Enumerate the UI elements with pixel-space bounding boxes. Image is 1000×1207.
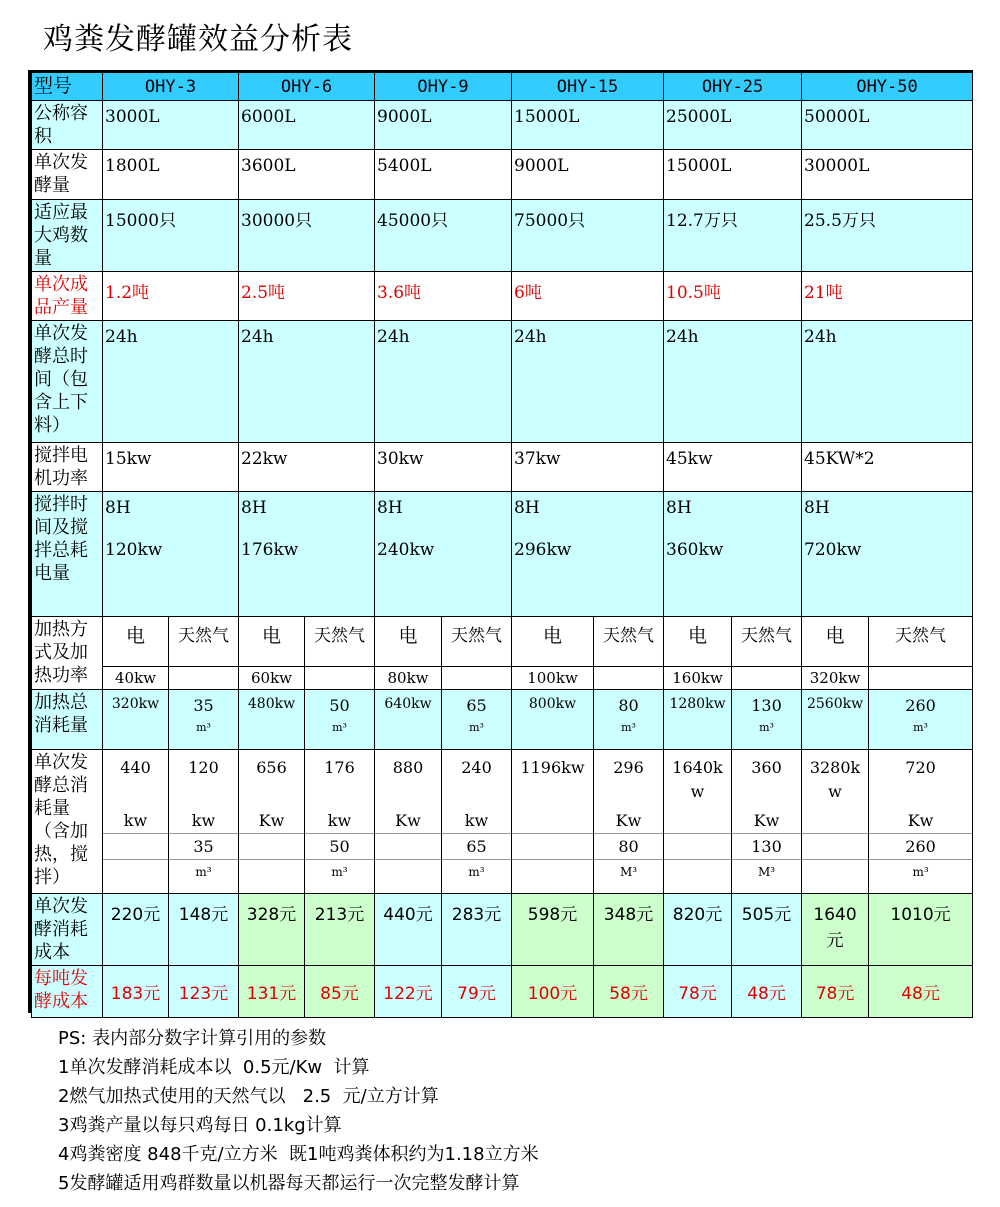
totalcons-gas-box <box>732 750 801 893</box>
totalcons-electric-blank2 <box>802 860 868 884</box>
note-line: 1单次发酵消耗成本以 0.5元/Kw 计算 <box>58 1057 370 1078</box>
cell-cost-gas: 1010元 <box>869 894 973 966</box>
heat-gas-label: 天然气 <box>895 626 947 646</box>
table-row <box>32 617 973 690</box>
row-label-batch: 单次发酵量 <box>32 150 103 200</box>
heat-electric-label: 电 <box>125 625 145 647</box>
cell-totalcons-gas <box>869 750 973 894</box>
heat-electric-box <box>239 617 304 689</box>
totalcons-electric-value: 3280k w <box>809 758 861 801</box>
table-row <box>32 894 973 966</box>
model-header: OHY-25 <box>664 73 802 101</box>
totalcons-gas-unit: kw <box>169 808 238 834</box>
cell-chickens: 25.5万只 <box>802 200 973 272</box>
cell-totalcons-electric <box>375 750 442 894</box>
heat-electric-power: 60kw <box>239 666 304 689</box>
cell-stir <box>239 492 375 617</box>
totalcons-electric-unit <box>802 808 868 834</box>
row-label-totalcons: 单次发酵总消耗量（含加热，搅拌） <box>32 750 103 894</box>
cell-heatcons-electric: 480kw <box>239 690 305 750</box>
totalcons-gas-value: 120 <box>188 758 219 777</box>
heat-electric-box <box>664 617 731 689</box>
heat-gas-label: 天然气 <box>603 626 654 646</box>
heatcons-gas-unit: m³ <box>759 721 774 734</box>
heat-electric-label: 电 <box>261 625 281 647</box>
cell-totalcons-electric <box>239 750 305 894</box>
cell-batch: 1800L <box>103 150 239 200</box>
totalcons-electric-blank2 <box>512 860 593 884</box>
heat-gas-label: 天然气 <box>451 626 502 646</box>
cell-cost-gas: 348元 <box>594 894 664 966</box>
totalcons-electric-unit <box>664 808 731 834</box>
heatcons-gas-unit: m³ <box>196 721 211 734</box>
cell-time: 24h <box>512 321 664 443</box>
cell-heat-gas <box>732 617 802 690</box>
stir-hours: 8H <box>666 498 692 518</box>
cell-cost-gas: 505元 <box>732 894 802 966</box>
cell-tcost-gas: 85元 <box>305 966 375 1018</box>
stir-energy: 360kw <box>666 540 724 560</box>
totalcons-gas-unit: kw <box>442 808 511 834</box>
totalcons-electric-unit: kw <box>103 808 168 834</box>
cell-chickens: 30000只 <box>239 200 375 272</box>
cell-cost-gas: 148元 <box>169 894 239 966</box>
cell-chickens: 15000只 <box>103 200 239 272</box>
stir-hours: 8H <box>804 498 830 518</box>
model-header: OHY-50 <box>802 73 973 101</box>
totalcons-electric-box <box>664 750 731 893</box>
totalcons-gas-volume-unit: M³ <box>619 865 638 879</box>
cell-totalcons-gas <box>169 750 239 894</box>
heat-electric-label: 电 <box>542 625 562 647</box>
heat-electric-power: 160kw <box>664 666 731 689</box>
heatcons-gas-unit: m³ <box>913 721 928 734</box>
cell-totalcons-gas <box>442 750 512 894</box>
cell-batch: 15000L <box>664 150 802 200</box>
cell-motor: 15kw <box>103 443 239 492</box>
cell-heat-gas <box>305 617 375 690</box>
model-header: OHY-6 <box>239 73 375 101</box>
cell-cost-electric: 820元 <box>664 894 732 966</box>
cell-batch: 9000L <box>512 150 664 200</box>
stir-energy: 176kw <box>241 540 299 560</box>
notes-section <box>58 1024 539 1198</box>
cell-heat-gas <box>869 617 973 690</box>
totalcons-gas-value: 240 <box>461 758 492 777</box>
cell-time: 24h <box>664 321 802 443</box>
heat-electric-power: 80kw <box>375 666 441 689</box>
totalcons-electric-value: 656 <box>256 758 287 777</box>
totalcons-electric-value: 880 <box>392 758 424 777</box>
heat-gas-label: 天然气 <box>741 626 793 646</box>
cell-heatcons-gas <box>442 690 512 750</box>
cell-capacity: 9000L <box>375 101 512 150</box>
cell-output: 6吨 <box>512 272 664 321</box>
cell-output: 2.5吨 <box>239 272 375 321</box>
cell-tcost-gas: 58元 <box>594 966 664 1018</box>
totalcons-gas-value: 296 <box>613 758 644 777</box>
totalcons-gas-volume: 260 <box>869 834 972 860</box>
totalcons-electric-box <box>239 750 304 893</box>
cell-output: 1.2吨 <box>103 272 239 321</box>
totalcons-electric-blank2 <box>664 860 731 884</box>
totalcons-gas-value: 360 <box>751 758 782 777</box>
cell-heat-electric <box>103 617 169 690</box>
heat-gas-box <box>305 617 374 689</box>
heat-gas-box <box>869 617 972 689</box>
heat-gas-label: 天然气 <box>178 626 229 646</box>
stir-energy: 240kw <box>377 540 435 560</box>
totalcons-electric-box <box>512 750 593 893</box>
table-row <box>32 101 973 150</box>
cell-totalcons-gas <box>594 750 664 894</box>
totalcons-electric-box <box>103 750 168 893</box>
cell-heatcons-electric: 2560kw <box>802 690 869 750</box>
table-row <box>32 966 973 1018</box>
heat-electric-box <box>512 617 593 689</box>
cell-batch: 3600L <box>239 150 375 200</box>
totalcons-gas-box <box>305 750 374 893</box>
stir-hours: 8H <box>514 498 540 518</box>
heat-electric-power: 320kw <box>802 666 868 689</box>
totalcons-electric-blank <box>239 834 304 860</box>
totalcons-electric-blank <box>664 834 731 860</box>
cell-motor: 45kw <box>664 443 802 492</box>
cell-tcost-electric: 131元 <box>239 966 305 1018</box>
heat-electric-box <box>802 617 868 689</box>
header-label-model: 型号 <box>32 73 103 101</box>
heat-electric-power: 100kw <box>512 666 593 689</box>
cell-stir <box>664 492 802 617</box>
heat-gas-power <box>869 666 972 689</box>
cell-time: 24h <box>802 321 973 443</box>
stir-energy: 720kw <box>804 540 862 560</box>
totalcons-electric-box <box>802 750 868 893</box>
totalcons-electric-value: 1640k w <box>672 758 723 801</box>
cell-tcost-gas: 48元 <box>732 966 802 1018</box>
totalcons-gas-volume-unit: m³ <box>331 865 348 879</box>
row-label-capacity: 公称容积 <box>32 101 103 150</box>
cell-cost-electric: 440元 <box>375 894 442 966</box>
cell-heat-electric <box>375 617 442 690</box>
cell-totalcons-gas <box>305 750 375 894</box>
totalcons-gas-box <box>869 750 972 893</box>
heat-electric-box <box>375 617 441 689</box>
table-row <box>32 73 973 101</box>
totalcons-electric-value: 440 <box>120 758 151 777</box>
cell-heatcons-electric: 320kw <box>103 690 169 750</box>
cell-tcost-electric: 100元 <box>512 966 594 1018</box>
cell-tcost-electric: 78元 <box>802 966 869 1018</box>
cell-stir <box>375 492 512 617</box>
cell-heat-electric <box>512 617 594 690</box>
note-line: 4鸡粪密度 848千克/立方米 既1吨鸡粪体积约为1.18立方米 <box>58 1144 539 1165</box>
analysis-table-wrapper <box>28 70 973 1013</box>
row-label-output: 单次成品产量 <box>32 272 103 321</box>
heat-gas-power <box>305 666 374 689</box>
heat-gas-box <box>594 617 663 689</box>
heat-gas-label: 天然气 <box>314 626 365 646</box>
heatcons-gas-value: 260 <box>905 696 936 715</box>
heat-electric-label: 电 <box>825 625 845 647</box>
cell-motor: 22kw <box>239 443 375 492</box>
heatcons-gas-value: 50 <box>329 696 350 715</box>
cell-tcost-electric: 122元 <box>375 966 442 1018</box>
cell-cost-electric <box>802 894 869 966</box>
cell-tcost-electric: 78元 <box>664 966 732 1018</box>
totalcons-gas-volume-unit: m³ <box>912 865 929 879</box>
heatcons-gas-unit: m³ <box>332 721 347 734</box>
cell-totalcons-electric <box>802 750 869 894</box>
totalcons-gas-value: 176 <box>324 758 355 777</box>
cell-motor: 45KW*2 <box>802 443 973 492</box>
heat-gas-box <box>442 617 511 689</box>
row-label-motor: 搅拌电机功率 <box>32 443 103 492</box>
cell-heat-electric <box>239 617 305 690</box>
cell-heatcons-gas <box>732 690 802 750</box>
cell-output: 3.6吨 <box>375 272 512 321</box>
totalcons-gas-volume-unit: m³ <box>195 865 212 879</box>
cell-cost-electric: 220元 <box>103 894 169 966</box>
cell-batch: 5400L <box>375 150 512 200</box>
cell-motor: 37kw <box>512 443 664 492</box>
totalcons-electric-box <box>375 750 441 893</box>
cell-motor: 30kw <box>375 443 512 492</box>
cell-output: 21吨 <box>802 272 973 321</box>
totalcons-electric-blank2 <box>375 860 441 884</box>
note-line: 5发酵罐适用鸡群数量以机器每天都运行一次完整发酵计算 <box>58 1173 520 1194</box>
cell-capacity: 3000L <box>103 101 239 150</box>
cell-stir <box>802 492 973 617</box>
totalcons-gas-volume: 80 <box>594 834 663 860</box>
heat-electric-label: 电 <box>398 625 418 647</box>
totalcons-electric-unit <box>512 808 593 834</box>
totalcons-gas-volume: 65 <box>442 834 511 860</box>
model-header: OHY-9 <box>375 73 512 101</box>
row-label-time: 单次发酵总时间（包含上下料） <box>32 321 103 443</box>
stir-hours: 8H <box>105 498 131 518</box>
heatcons-gas-value: 65 <box>466 696 487 715</box>
cell-chickens: 75000只 <box>512 200 664 272</box>
cell-totalcons-electric <box>103 750 169 894</box>
cost-electric-unit: 元 <box>826 931 844 951</box>
table-row <box>32 150 973 200</box>
table-row <box>32 272 973 321</box>
table-row <box>32 750 973 894</box>
cell-chickens: 12.7万只 <box>664 200 802 272</box>
cell-chickens: 45000只 <box>375 200 512 272</box>
totalcons-gas-box <box>594 750 663 893</box>
heat-gas-power <box>442 666 511 689</box>
table-row <box>32 690 973 750</box>
heat-gas-power <box>169 666 238 689</box>
cell-totalcons-electric <box>664 750 732 894</box>
cell-time: 24h <box>239 321 375 443</box>
cost-electric-value: 1640 <box>813 905 857 925</box>
cell-stir <box>512 492 664 617</box>
note-line: 3鸡粪产量以每只鸡每日 0.1kg计算 <box>58 1115 342 1136</box>
totalcons-electric-blank <box>512 834 593 860</box>
totalcons-gas-box <box>169 750 238 893</box>
cell-totalcons-electric <box>512 750 594 894</box>
totalcons-gas-volume-unit: m³ <box>468 865 485 879</box>
cell-heat-gas <box>169 617 239 690</box>
cell-time: 24h <box>375 321 512 443</box>
model-header: OHY-15 <box>512 73 664 101</box>
heatcons-gas-value: 80 <box>618 696 639 715</box>
cell-heatcons-gas <box>869 690 973 750</box>
totalcons-gas-unit: Kw <box>869 808 972 834</box>
totalcons-gas-volume: 130 <box>732 834 801 860</box>
table-row <box>32 443 973 492</box>
cell-tcost-gas: 79元 <box>442 966 512 1018</box>
analysis-table <box>31 72 973 1018</box>
totalcons-gas-volume: 35 <box>169 834 238 860</box>
cell-batch: 30000L <box>802 150 973 200</box>
totalcons-gas-unit: kw <box>305 808 374 834</box>
row-label-tcost: 每吨发酵成本 <box>32 966 103 1018</box>
totalcons-electric-unit: Kw <box>239 808 304 834</box>
stir-hours: 8H <box>241 498 267 518</box>
heat-electric-power: 40kw <box>103 666 168 689</box>
totalcons-electric-blank2 <box>103 860 168 884</box>
cell-tcost-gas: 48元 <box>869 966 973 1018</box>
heat-gas-box <box>732 617 801 689</box>
cell-heatcons-gas <box>169 690 239 750</box>
stir-energy: 120kw <box>105 540 163 560</box>
totalcons-electric-blank <box>375 834 441 860</box>
cell-heat-gas <box>442 617 512 690</box>
cell-heatcons-gas <box>305 690 375 750</box>
heat-gas-power <box>732 666 801 689</box>
cell-stir <box>103 492 239 617</box>
heatcons-gas-value: 35 <box>193 696 214 715</box>
cell-tcost-gas: 123元 <box>169 966 239 1018</box>
totalcons-gas-box <box>442 750 511 893</box>
totalcons-electric-unit: Kw <box>375 808 441 834</box>
cell-heatcons-electric: 1280kw <box>664 690 732 750</box>
cell-cost-gas: 213元 <box>305 894 375 966</box>
cell-capacity: 25000L <box>664 101 802 150</box>
cell-capacity: 6000L <box>239 101 375 150</box>
totalcons-gas-volume: 50 <box>305 834 374 860</box>
totalcons-electric-value: 1196kw <box>520 758 585 777</box>
note-line: 2燃气加热式使用的天然气以 2.5 元/立方计算 <box>58 1086 439 1107</box>
page-title: 鸡粪发酵罐效益分析表 <box>43 22 353 57</box>
model-header: OHY-3 <box>103 73 239 101</box>
cell-heat-electric <box>802 617 869 690</box>
totalcons-electric-blank <box>103 834 168 860</box>
heatcons-gas-unit: m³ <box>621 721 636 734</box>
cell-cost-electric: 598元 <box>512 894 594 966</box>
cell-heatcons-gas <box>594 690 664 750</box>
row-label-chickens: 适应最大鸡数量 <box>32 200 103 272</box>
totalcons-gas-unit: Kw <box>594 808 663 834</box>
cell-cost-gas: 283元 <box>442 894 512 966</box>
cell-heat-electric <box>664 617 732 690</box>
table-row <box>32 321 973 443</box>
cell-heat-gas <box>594 617 664 690</box>
stir-energy: 296kw <box>514 540 572 560</box>
cell-time: 24h <box>103 321 239 443</box>
cell-capacity: 50000L <box>802 101 973 150</box>
heat-gas-box <box>169 617 238 689</box>
row-label-heat: 加热方式及加热功率 <box>32 617 103 690</box>
row-label-stir: 搅拌时间及搅拌总耗电量 <box>32 492 103 617</box>
table-row <box>32 492 973 617</box>
cell-heatcons-electric: 640kw <box>375 690 442 750</box>
heatcons-gas-unit: m³ <box>469 721 484 734</box>
heatcons-gas-value: 130 <box>751 696 782 715</box>
totalcons-gas-volume-unit: M³ <box>757 865 776 879</box>
note-line: PS: 表内部分数字计算引用的参数 <box>58 1028 327 1049</box>
heat-electric-box <box>103 617 168 689</box>
row-label-cost: 单次发酵消耗成本 <box>32 894 103 966</box>
cell-output: 10.5吨 <box>664 272 802 321</box>
totalcons-gas-unit: Kw <box>732 808 801 834</box>
heat-electric-label: 电 <box>688 625 708 647</box>
totalcons-electric-blank2 <box>239 860 304 884</box>
heat-gas-power <box>594 666 663 689</box>
cell-heatcons-electric: 800kw <box>512 690 594 750</box>
cell-capacity: 15000L <box>512 101 664 150</box>
totalcons-electric-blank <box>802 834 868 860</box>
totalcons-gas-value: 720 <box>905 758 936 777</box>
table-row <box>32 200 973 272</box>
row-label-heatcons: 加热总消耗量 <box>32 690 103 750</box>
cell-tcost-electric: 183元 <box>103 966 169 1018</box>
stir-hours: 8H <box>377 498 403 518</box>
cell-totalcons-gas <box>732 750 802 894</box>
cell-cost-electric: 328元 <box>239 894 305 966</box>
